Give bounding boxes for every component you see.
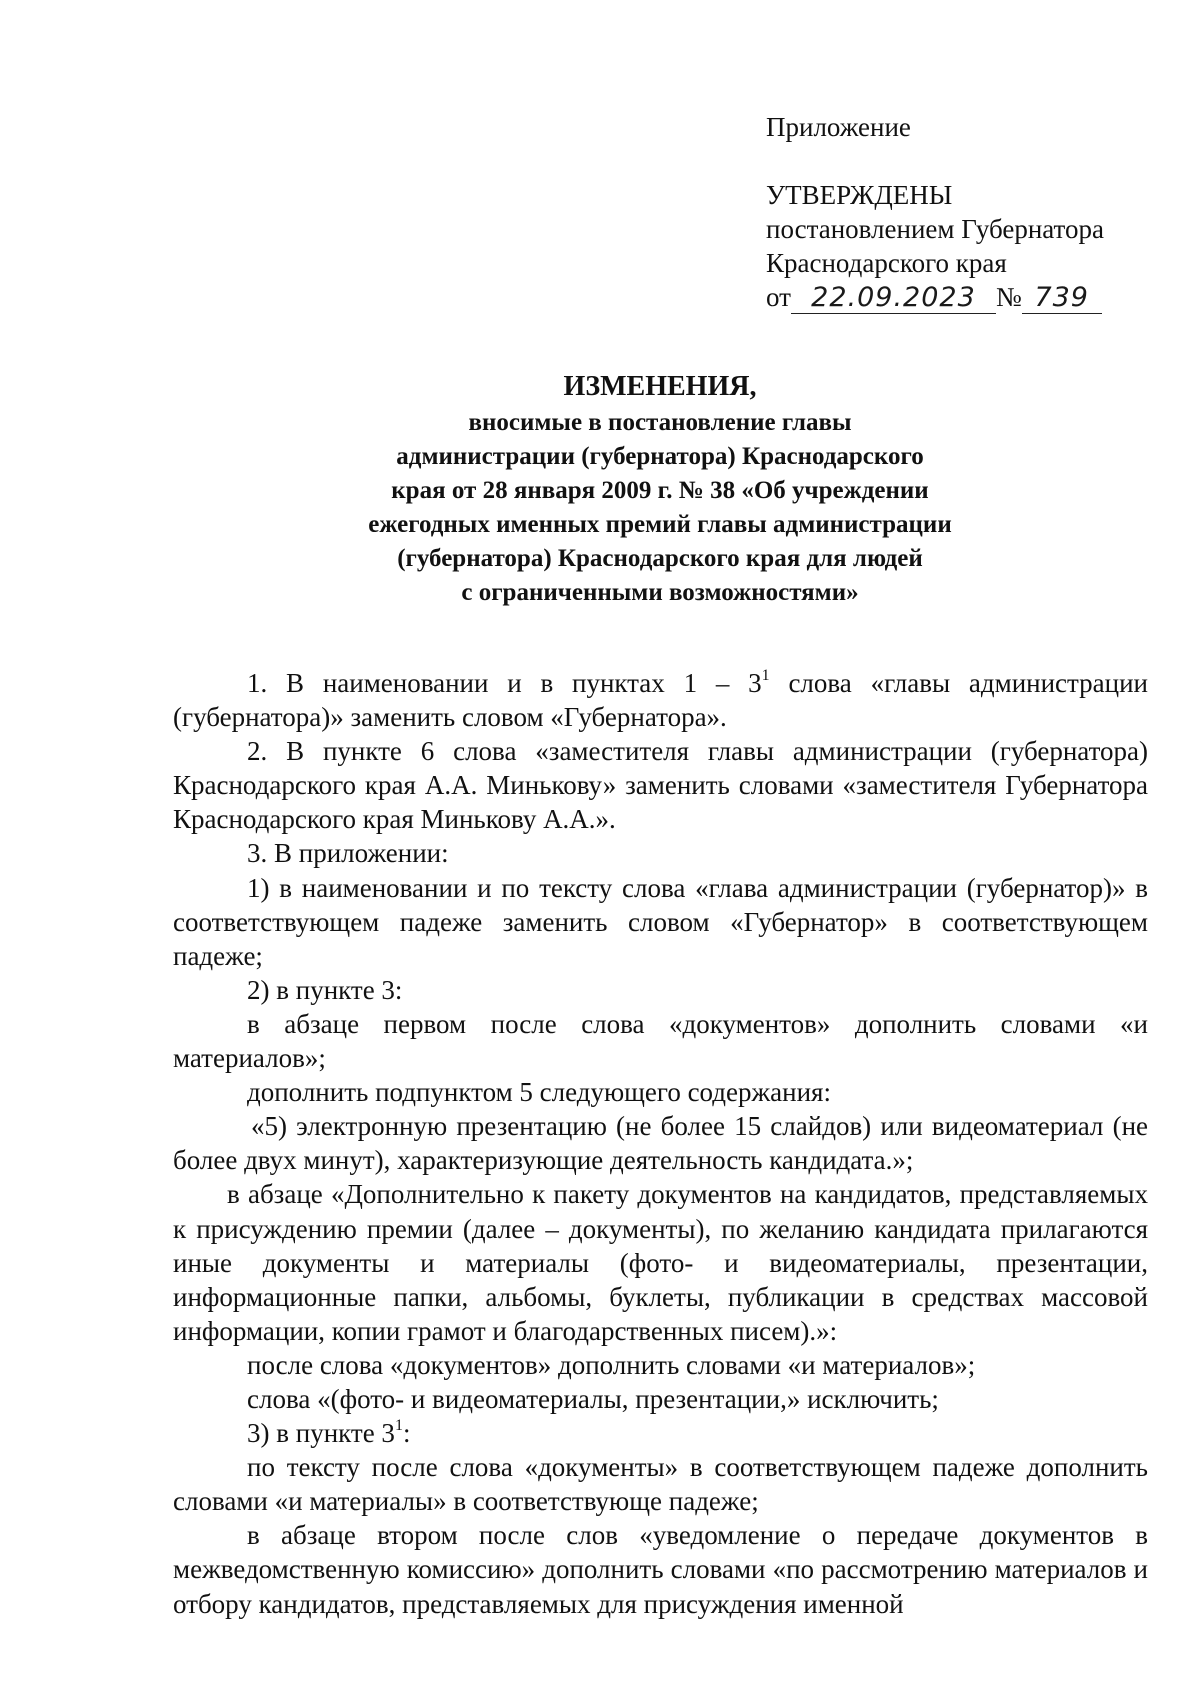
superscript: 1 (394, 1417, 403, 1435)
paragraph: после слова «документов» дополнить словами «и материалов»; (247, 1349, 976, 1380)
paragraph: по тексту после слова «документы» в соответствующем падеже дополнить словами «и материалы» в соответствующе падеже; (173, 1452, 1148, 1517)
title-line: администрации (губернатора) Краснодарского (396, 443, 924, 470)
paragraph-text: : (402, 1418, 411, 1449)
paragraph: 1) в наименовании и по тексту слова «глава администрации (губернатор)» в соответствующем падеже заменить словом «Губернатор» в соответствующем падеже; (173, 872, 1148, 971)
superscript: 1 (761, 667, 770, 684)
paragraph: «5) электронную презентацию (не более 15 слайдов) или видеоматериал (не более двух минут), характеризующие деятельность кандидата.»; (173, 1111, 1148, 1176)
approved-heading: УТВЕРЖДЕНЫ (766, 180, 953, 210)
approved-by-line: постановлением Губернатора (766, 214, 1104, 244)
approved-region-line: Краснодарского края (766, 248, 1007, 278)
paragraph: в абзаце первом после слова «документов» дополнить словами «и материалов»; (173, 1008, 1148, 1074)
title-line: края от 28 января 2009 г. № 38 «Об учреждении (391, 477, 929, 504)
paragraph: в абзаце втором после слов «уведомление о передаче документов в межведомственную комиссию» дополнить словами «по рассмотрению материалов и отбору кандидатов, представляемых для присуждения именной (173, 1520, 1148, 1619)
paragraph: слова «(фото- и видеоматериалы, презентации,» исключить; (247, 1383, 939, 1414)
handwritten-date: 22.09.2023 (791, 283, 996, 314)
paragraph (173, 666, 1148, 734)
title-line: (губернатора) Краснодарского края для людей (397, 545, 923, 572)
paragraph: в абзаце «Дополнительно к пакету документов на кандидатов, представляемых к присуждению премии (далее – документы), по желанию кандидата прилагаются иные документы и материалы (фото- и видеоматериалы, презентации, информационные папки, альбомы, буклеты, публикации в средствах массовой информации, копии грамот и благодарственных писем).»: (173, 1179, 1148, 1346)
document-title (170, 370, 1150, 610)
paragraph: 2. В пункте 6 слова «заместителя главы администрации (губернатора) Краснодарского края А.А. Минькову» заменить словами «заместителя Губернатора Краснодарского края Минькову А.А.». (173, 736, 1148, 835)
paragraph-text: слова «главы администрации (губернатора)» заменить словом «Губернатора». (173, 668, 1148, 733)
handwritten-number: 739 (1022, 283, 1102, 314)
document-body (173, 666, 1148, 1621)
appendix-label: Приложение (766, 112, 911, 142)
paragraph: 3. В приложении: (247, 838, 449, 869)
title-line: вносимые в постановление главы (468, 409, 852, 436)
paragraph-text: 1. В наименовании и в пунктах 1 – 3 (247, 668, 762, 698)
approval-date-number-line (766, 280, 1104, 314)
approval-stamp-block (766, 178, 1104, 314)
paragraph: 2) в пункте 3: (247, 974, 403, 1005)
paragraph (173, 1416, 1148, 1450)
title-main: ИЗМЕНЕНИЯ, (563, 371, 757, 402)
number-label: № (995, 282, 1022, 312)
title-line: ежегодных именных премий главы администрации (368, 511, 952, 538)
paragraph: дополнить подпунктом 5 следующего содержания: (247, 1077, 831, 1108)
title-line: с ограниченными возможностями» (461, 579, 859, 606)
paragraph-text: 3) в пункте 3 (247, 1418, 395, 1449)
from-label: от (766, 282, 791, 312)
